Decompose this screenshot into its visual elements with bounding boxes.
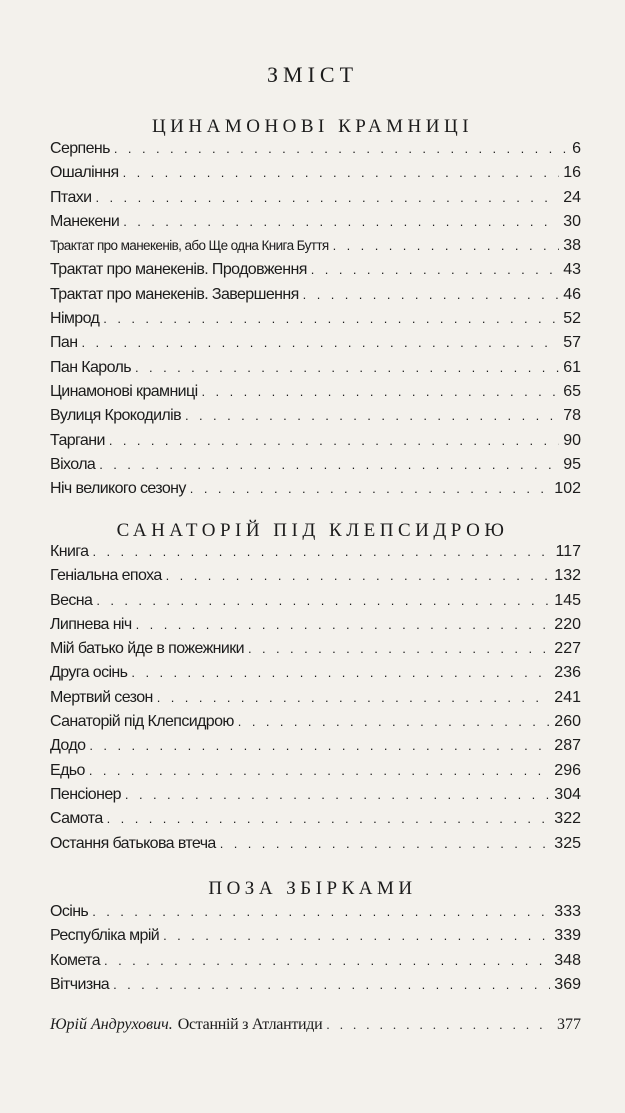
toc-entry-title: Таргани: [50, 431, 105, 449]
dot-leader: [333, 238, 560, 253]
toc-page-number: 287: [554, 737, 581, 755]
dot-leader: [202, 384, 560, 399]
toc-row: [50, 689, 581, 713]
dot-leader: [248, 641, 550, 656]
toc-row: [50, 480, 581, 504]
dot-leader: [92, 544, 551, 559]
toc-row: [50, 140, 581, 164]
toc-entry-title: Трактат про манекенів, або Ще одна Книга Буття: [50, 238, 329, 254]
toc-page-number: 102: [554, 480, 581, 498]
toc-page-number: 46: [563, 285, 581, 303]
dot-leader: [326, 1017, 553, 1033]
toc-row: [50, 213, 581, 237]
dot-leader: [89, 738, 550, 753]
dot-leader: [113, 977, 550, 992]
dot-leader: [303, 287, 560, 302]
dot-leader: [114, 141, 568, 156]
toc-page-number: 348: [554, 951, 581, 969]
toc-entry-title: Друга осінь: [50, 664, 128, 682]
toc-entry-title: Пан Кароль: [50, 358, 132, 376]
toc-row: [50, 786, 581, 810]
toc-page-number: 24: [563, 188, 581, 206]
toc-entry-title: Віхола: [50, 455, 96, 473]
toc-page-number: 145: [554, 591, 581, 609]
toc-row: [50, 237, 581, 261]
dot-leader: [96, 593, 550, 608]
toc-row: [50, 835, 581, 859]
toc-page-number: 65: [563, 382, 581, 400]
toc-row: [50, 976, 581, 1000]
toc-row: [50, 903, 581, 927]
toc-page-number: 227: [554, 640, 581, 658]
toc-page-number: 117: [555, 543, 581, 560]
toc-row: [50, 432, 581, 456]
toc-list: [50, 903, 581, 1000]
toc-page-number: 61: [563, 358, 581, 376]
toc-row: [50, 762, 581, 786]
dot-leader: [157, 690, 551, 705]
dot-leader: [81, 335, 559, 350]
toc-page-number: 325: [554, 834, 581, 852]
toc-entry-title: Мертвий сезон: [50, 688, 153, 706]
toc-row: [50, 310, 581, 334]
toc-entry-title: Ошаління: [50, 164, 119, 182]
dot-leader: [104, 953, 550, 968]
dot-leader: [92, 904, 550, 919]
toc-page-number: 90: [563, 431, 581, 449]
dot-leader: [99, 457, 559, 472]
toc-row: [50, 810, 581, 834]
toc-entry-title: Птахи: [50, 188, 92, 206]
toc-row: [50, 952, 581, 976]
final-page: 377: [557, 1016, 581, 1033]
toc-entry-title: Пенсіонер: [50, 785, 121, 803]
dot-leader: [103, 311, 559, 326]
dot-leader: [131, 665, 550, 680]
dot-leader: [96, 190, 560, 205]
toc-entry-title: Республіка мрій: [50, 927, 160, 945]
toc-row: [50, 567, 581, 591]
toc-row: [50, 189, 581, 213]
toc-entry-title: Вітчизна: [50, 975, 110, 993]
toc-row: [50, 359, 581, 383]
toc-row: [50, 543, 581, 567]
toc-row: [50, 737, 581, 761]
toc-row: [50, 640, 581, 664]
toc-entry-title: Мій батько йде в пожежники: [50, 640, 244, 658]
toc-entry-title: Додо: [50, 737, 86, 755]
final-title: Останній з Атлантиди: [177, 1016, 323, 1033]
toc-page-number: 30: [563, 212, 581, 230]
toc-entry-title: Едьо: [50, 761, 85, 779]
toc-entry-title: Комета: [50, 951, 101, 969]
toc-row: [50, 334, 581, 358]
toc-row: [50, 1016, 581, 1040]
dot-leader: [220, 836, 551, 851]
toc-page-number: 38: [563, 237, 581, 255]
toc-row: [50, 286, 581, 310]
toc-entry-title: Геніальна епоха: [50, 567, 162, 585]
toc-row: [50, 383, 581, 407]
toc-page-number: 220: [554, 615, 581, 633]
toc-list: [50, 543, 581, 859]
dot-leader: [89, 763, 550, 778]
dot-leader: [311, 262, 559, 277]
toc-page-number: 236: [554, 664, 581, 682]
toc-entry-title: Ніч великого сезону: [50, 480, 186, 498]
toc-entry-title: Осінь: [50, 903, 89, 920]
dot-leader: [135, 360, 559, 375]
toc-row: [50, 616, 581, 640]
final-author: Юрій Андрухович.: [50, 1016, 173, 1033]
toc-entry-title: Серпень: [50, 140, 110, 157]
toc-entry-title: Весна: [50, 591, 93, 609]
toc-row: [50, 456, 581, 480]
toc-entry-title: Трактат про манекенів. Завершення: [50, 285, 299, 303]
toc-entry-title: Пан: [50, 334, 78, 352]
toc-page-number: 241: [554, 688, 581, 706]
toc-entry-title: Трактат про манекенів. Продовження: [50, 261, 307, 279]
dot-leader: [190, 481, 551, 496]
toc-page-number: 95: [563, 455, 581, 473]
toc-entry-title: Самота: [50, 810, 103, 828]
section-heading: ПОЗА ЗБІРКАМИ: [208, 878, 417, 899]
toc-row: [50, 592, 581, 616]
toc-entry-title: Манекени: [50, 212, 120, 230]
toc-page-number: 43: [563, 261, 581, 279]
toc-page-number: 296: [554, 761, 581, 779]
toc-page-number: 57: [563, 334, 581, 352]
toc-page-number: 16: [563, 164, 581, 182]
dot-leader: [136, 617, 551, 632]
toc-entry-title: Санаторій під Клепсидрою: [50, 713, 234, 731]
page-title: ЗМІСТ: [266, 62, 359, 87]
toc-page-number: 78: [563, 407, 581, 425]
toc-page-number: 132: [554, 567, 581, 585]
toc-row: [50, 664, 581, 688]
toc-entry-title: Німрод: [50, 310, 100, 328]
toc-entry-title: Остання батькова втеча: [50, 834, 216, 852]
toc-page-number: 333: [554, 903, 581, 920]
toc-page-number: 260: [554, 713, 581, 731]
toc-page-number: 304: [554, 785, 581, 803]
toc-page-number: 52: [563, 310, 581, 328]
toc-page-number: 339: [554, 927, 581, 945]
dot-leader: [185, 408, 559, 423]
toc-entry-title: Вулиця Крокодилів: [50, 407, 181, 425]
dot-leader: [238, 714, 551, 729]
toc-row: [50, 261, 581, 285]
section-heading: ЦИНАМОНОВІ КРАМНИЦІ: [151, 116, 474, 137]
dot-leader: [125, 787, 550, 802]
final-entry: [50, 1016, 581, 1040]
dot-leader: [166, 568, 551, 583]
toc-row: [50, 407, 581, 431]
dot-leader: [107, 811, 551, 826]
section-heading: САНАТОРІЙ ПІД КЛЕПСИДРОЮ: [116, 520, 509, 541]
toc-entry-title: Книга: [50, 543, 89, 560]
toc-list: [50, 140, 581, 504]
dot-leader: [109, 433, 559, 448]
toc-page-number: 6: [572, 140, 581, 157]
toc-row: [50, 713, 581, 737]
toc-row: [50, 927, 581, 951]
dot-leader: [163, 928, 550, 943]
toc-page-number: 369: [554, 975, 581, 993]
toc-row: [50, 164, 581, 188]
dot-leader: [123, 214, 559, 229]
toc-entry-title: Липнева ніч: [50, 615, 132, 633]
dot-leader: [123, 165, 560, 180]
toc-entry-title: Цинамонові крамниці: [50, 382, 198, 400]
toc-page-number: 322: [554, 810, 581, 828]
